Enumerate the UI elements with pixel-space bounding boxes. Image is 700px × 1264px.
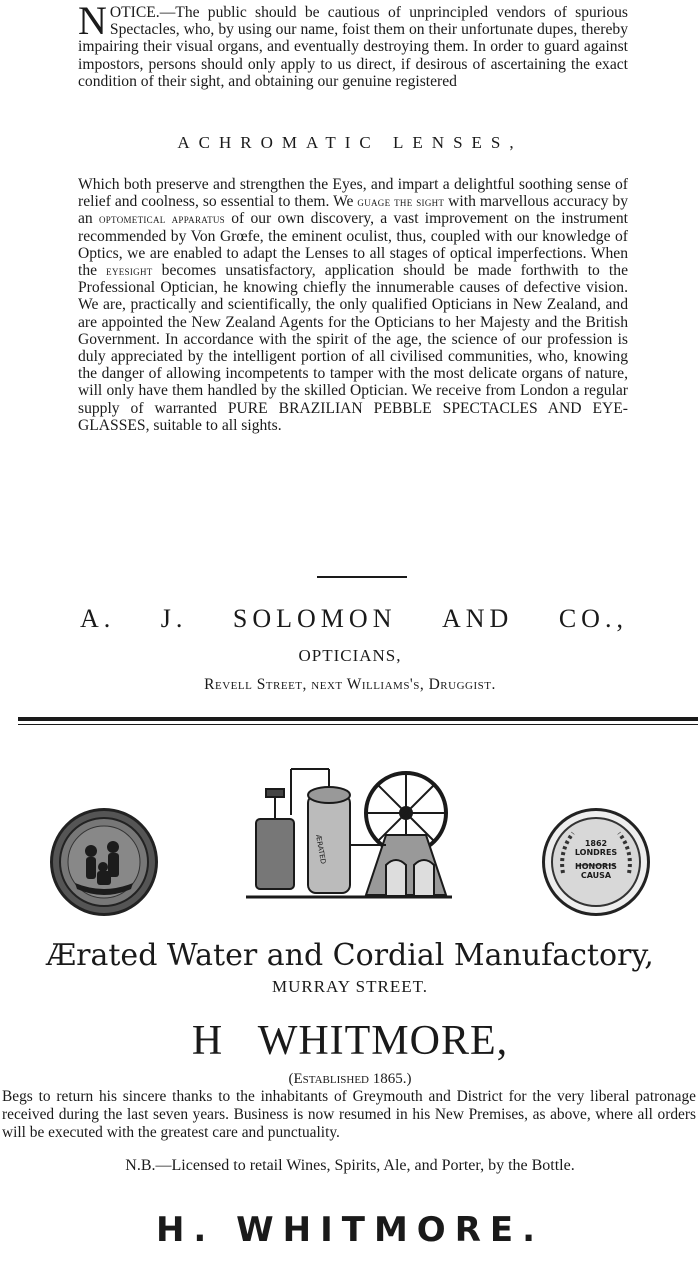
separator-rule-thick <box>18 717 698 721</box>
manufactory-title: Ærated Water and Cordial Manufactory, <box>46 938 654 973</box>
firm-word: A. <box>80 604 116 633</box>
opticians-label: OPTICIANS, <box>298 646 402 665</box>
established-line: (Established 1865.) <box>288 1071 412 1087</box>
whitmore-body-text: Begs to return his sincere thanks to the inhabitants of Greymouth and District for the very liberal patronage received during the last seven years. Business is now resumed in his New Premises, as above, where all orders will be executed with the greatest care and punctuality. <box>2 1088 696 1141</box>
para2-smallcaps-1: guage the sight <box>357 194 445 210</box>
para2-smallcaps-3: eyesight <box>106 263 153 279</box>
notice-paragraph-2 <box>78 176 628 434</box>
notice-text: of spurious Spectacles, who, by using our name, foist them on their unfortunate dupes, thereby impairing their visual organs, and eventually destroying them. In order to guard against impostors, persons should only apply to us direct, if desirous of ascertaining the exact condition of their sight, and obtaining our genuine registered <box>78 4 628 90</box>
notice-paragraph-1 <box>78 0 628 90</box>
para2-text-a: Which both preserve and strengthen the Eyes, and impart a delightful soothing sense of relief and coolness, so essential to them. We <box>78 176 628 211</box>
firm-name <box>80 604 628 634</box>
right-medal-icon <box>542 808 650 916</box>
para2-text-b: with marvellous accuracy by an <box>78 193 628 228</box>
notice-lead: OTICE. <box>109 4 160 21</box>
separator-rule-thin <box>18 724 698 725</box>
whitmore-name: H WHITMORE, <box>191 1018 509 1064</box>
svg-text:ÆRATED: ÆRATED <box>314 833 328 865</box>
short-rule <box>317 576 407 578</box>
whitmore-signature: H. WHITMORE. <box>155 1210 545 1250</box>
medal-inscription: 1862 LONDRES HONORIS CAUSA <box>574 839 618 880</box>
para2-smallcaps-2: optometical apparatus <box>98 211 225 227</box>
lenses-heading: ACHROMATIC LENSES, <box>177 133 523 152</box>
murray-street: MURRAY STREET. <box>271 977 428 996</box>
optician-address: Revell Street, next Williams's, Druggist. <box>204 676 496 693</box>
para2-text-d: becomes unsatisfactory, application should be made forthwith to the Professional Optician, he knowing chiefly the innumerable causes of defective vision. We are, practically and scientifically, the only qualified Opticians in New Zealand, and are appointed the New Zealand Agents for the Opticians to her Majesty and the British Government. In accordance with the spirit of the age, the science of our profession is duly appreciated by the intelligent portion of all civilised communities, who, knowing the danger of allowing incompetents to tamper with the most delicate organs of nature, will only have them handled by the skilled Optician. We receive from London a regular supply of warranted PURE BRAZILIAN PEBBLE SPECTACLES AND EYE-GLASSES, suitable to all sights. <box>78 262 628 434</box>
firm-word: J. <box>160 604 188 633</box>
drop-cap: N <box>78 0 107 43</box>
machinery-illustration <box>236 755 462 915</box>
left-medal-icon <box>50 808 158 916</box>
firm-word: CO., <box>558 604 628 633</box>
firm-word: AND <box>441 604 514 633</box>
para2-text-c: of our own discovery, a vast improvement on the instrument recommended by Von Grœfe, the eminent oculist, thus, coupled with our knowledge of Optics, we are enabled to adapt the Lenses to all stages of optical imperfections. When the <box>78 210 629 280</box>
notice-line1: —The public should be cautious of unprincipled vendors <box>159 4 546 21</box>
firm-word: SOLOMON <box>232 604 397 633</box>
nb-license-line: N.B.—Licensed to retail Wines, Spirits, Ale, and Porter, by the Bottle. <box>125 1157 575 1174</box>
